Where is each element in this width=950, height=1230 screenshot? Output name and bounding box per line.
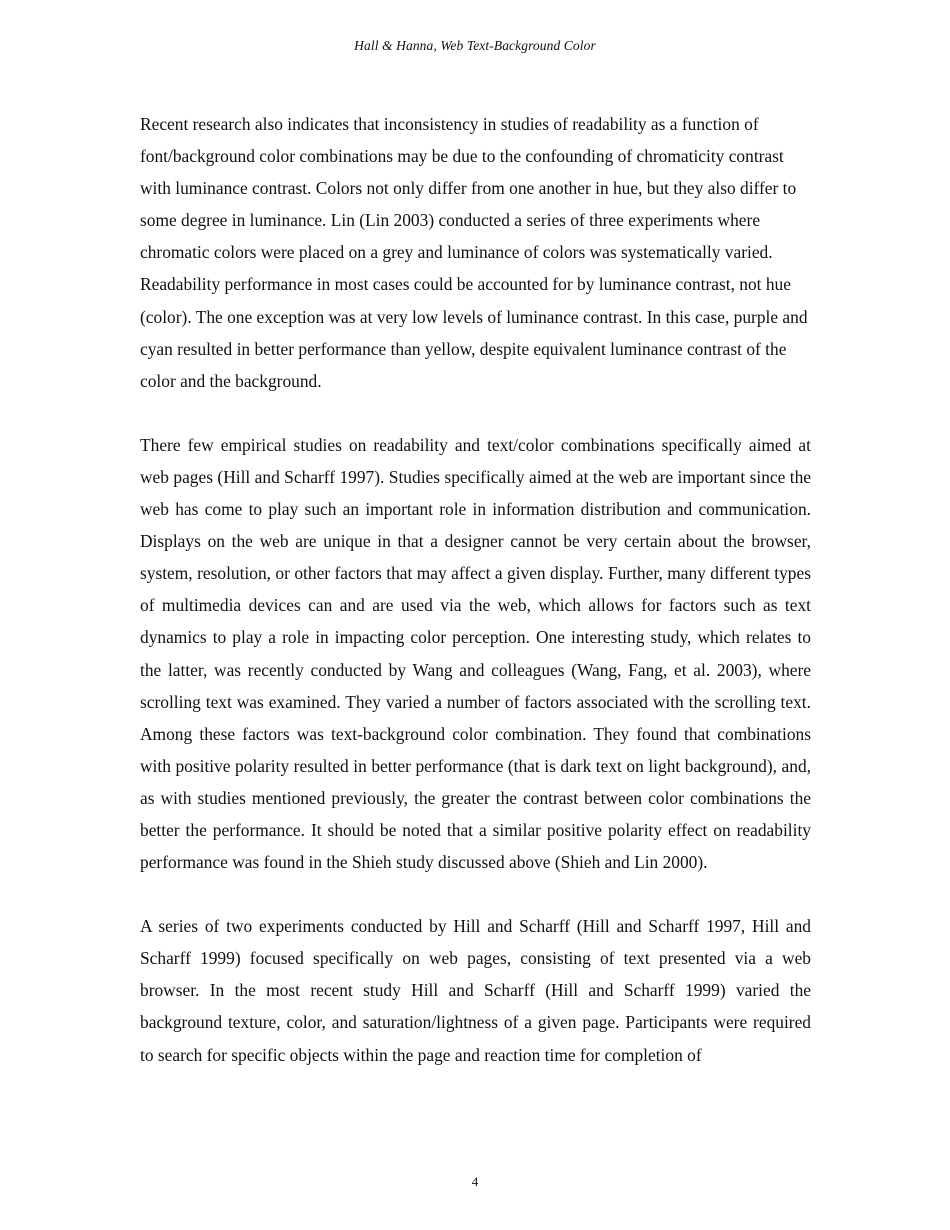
page-number: 4 xyxy=(471,1174,479,1189)
body-text xyxy=(140,108,811,1103)
running-header: Hall & Hanna, Web Text-Background Color xyxy=(354,38,596,53)
paragraph-web-readability-studies: There few empirical studies on readability and text/color combinations specifically aimed at web pages (Hill and Scharff 1997). Studies specifically aimed at the web are important since the web has come to play such an important role in information distribution and communication. Displays on the web are unique in that a designer cannot be very certain about the browser, system, resolution, or other factors that may affect a given display. Further, many different types of multimedia devices can and are used via the web, which allows for factors such as text dynamics to play a role in impacting color perception. One interesting study, which relates to the latter, was recently conducted by Wang and colleagues (Wang, Fang, et al. 2003), where scrolling text was examined. They varied a number of factors associated with the scrolling text. Among these factors was text-background color combination. They found that combinations with positive polarity resulted in better performance (that is dark text on light background), and, as with studies mentioned previously, the greater the contrast between color combinations the better the performance. It should be noted that a similar positive polarity effect on readability performance was found in the Shieh study discussed above (Shieh and Lin 2000). xyxy=(140,434,811,873)
paragraph-hill-scharff-experiments: A series of two experiments conducted by Hill and Scharff (Hill and Scharff 1997, Hill and Scharff 1999) focused specifically on web pages, consisting of text presented via a web browser. In the most recent study Hill and Scharff (Hill and Scharff 1999) varied the background texture, color, and saturation/lightness of a given page. Participants were required to search for specific objects within the page and reaction time for completion of xyxy=(140,916,811,1065)
paragraph-luminance-contrast: Recent research also indicates that inconsistency in studies of readability as a function of font/background color combinations may be due to the confounding of chromaticity contrast with luminance contrast. Colors not only differ from one another in hue, but they also differ to some degree in luminance. Lin (Lin 2003) conducted a series of three experiments where chromatic colors were placed on a grey and luminance of colors was systematically varied. Readability performance in most cases could be accounted for by luminance contrast, not hue (color). The one exception was at very low levels of luminance contrast. In this case, purple and cyan resulted in better performance than yellow, despite equivalent luminance contrast of the color and the background. xyxy=(140,114,808,391)
